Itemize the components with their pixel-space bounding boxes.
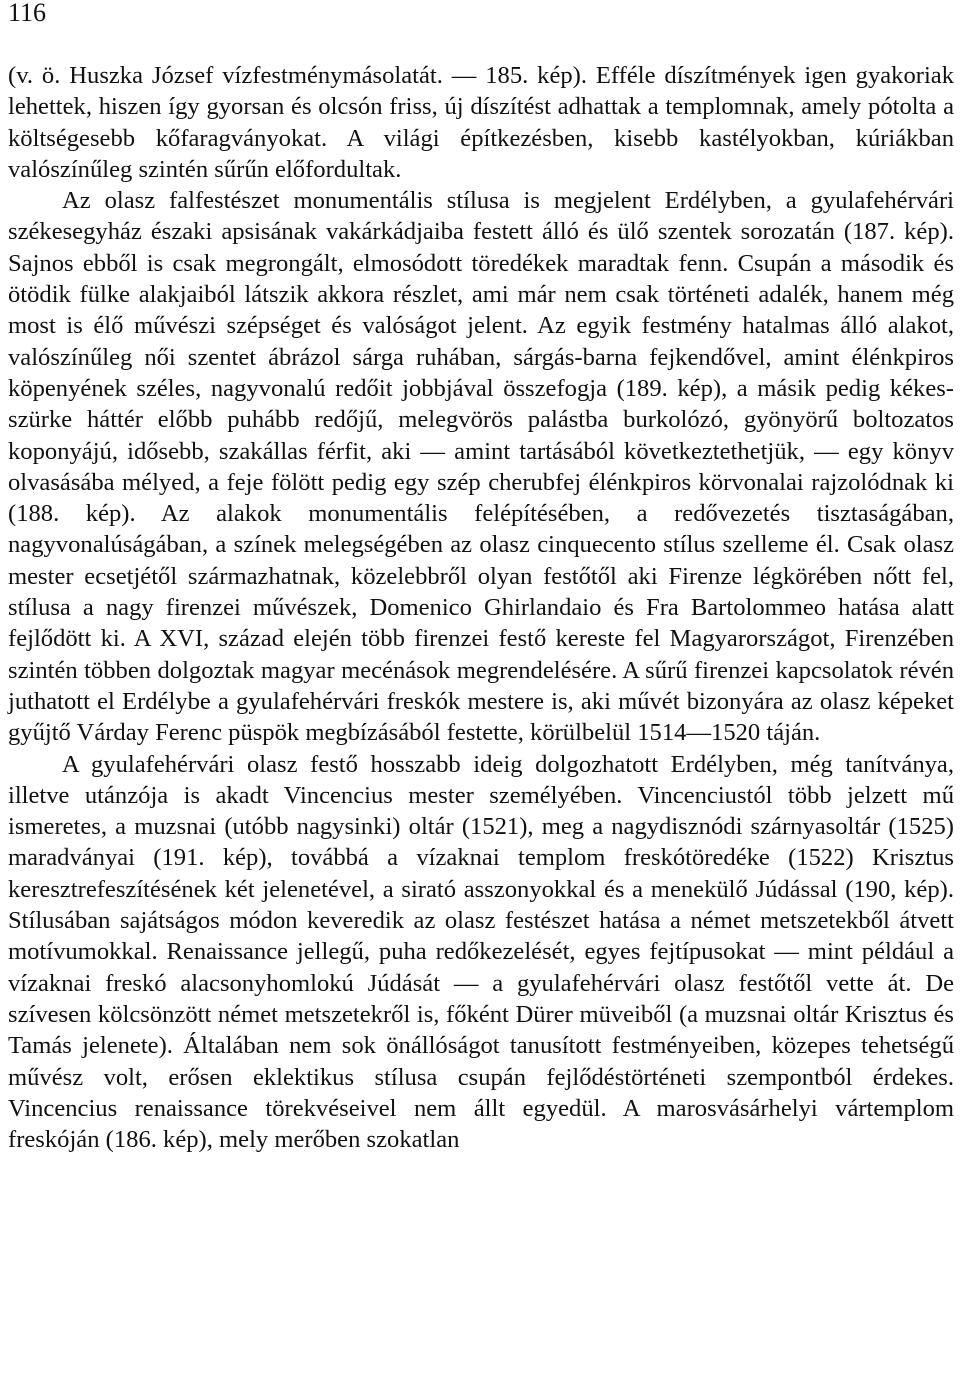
paragraph-1: (v. ö. Huszka József vízfestménymásolatát. — 185. kép). Efféle díszítmények igen gyakoriak lehettek, hiszen így gyorsan és olcsón friss, új díszítést adhattak a templomnak, amely pótolta a költségesebb kőfaragványokat. A világi építkezésben, kisebb kastélyokban, kúriákban valószínűleg szintén sűrűn előfordultak.: [8, 62, 954, 183]
paragraph-3: A gyulafehérvári olasz festő hosszabb ideig dolgozhatott Erdélyben, még tanítványa, illetve utánzója is akadt Vincencius mester személyében. Vincenciustól több jelzett mű ismeretes, a muzsnai (utóbb nagysinki) oltár (1521), meg a nagydisznódi szárnyasoltár (1525) maradványai (191. kép), továbbá a vízaknai templom freskótöredéke (1522) Krisztus keresztrefeszítésének két jelenetével, a sirató asszonyokkal és a menekülő Júdással (190, kép). Stílusában sajátságos módon keveredik az olasz festészet hatása a német metszetekből átvett motívumokkal. Renaissance jellegű, puha redőkezelését, egyes fejtípusokat — mint például a vízaknai freskó alacsonyhomlokú Júdását — a gyulafehérvári olasz festőtől vette át. De szívesen kölcsönzött német metszetekről is, főként Dürer müveiből (a muzsnai oltár Krisztus és Tamás jelenete). Általában nem sok önállóságot tanusított festményeiben, közepes tehetségű művész volt, erősen eklektikus stílusa csupán fejlődéstörténeti szempontból érdekes. Vincencius renaissance törekvéseivel nem állt egyedül. A marosvásárhelyi vártemplom freskóján (186. kép), mely merőben szokatlan: [8, 750, 954, 1154]
body-text: [8, 60, 954, 1155]
paragraph-2: Az olasz falfestészet monumentális stílusa is megjelent Erdélyben, a gyulafehérvári székesegyház északi apsisának vakárkádjaiba festett álló és ülő szentek sorozatán (187. kép). Sajnos ebből is csak megrongált, elmosódott töredékek maradtak fenn. Csupán a második és ötödik fülke alakjaiból látszik akkora részlet, ami már nem csak történeti adalék, hanem még most is élő művészi szépséget és valóságot jelent. Az egyik festmény hatalmas álló alakot, valószínűleg női szentet ábrázol sárga ruhában, sárgás-barna fejkendővel, amint élénkpiros köpenyének széles, nagyvonalú redőit jobbjával összefogja (189. kép), a másik pedig kékes-szürke háttér előbb puhább redőjű, melegvörös palástba burkolózó, gyönyörű boltozatos koponyájú, idősebb, szakállas férfit, aki — amint tartásából következtethetjük, — egy könyv olvasásába mélyed, a feje fölött pedig egy szép cherubfej élénkpiros körvonalai rajzolódnak ki (188. kép). Az alakok monumentális felépítésében, a redővezetés tisztaságában, nagyvonalúságában, a színek melegségében az olasz cinquecento stílus szelleme él. Csak olasz mester ecsetjétől származhatnak, közelebbről olyan festőtől aki Firenze légkörében nőtt fel, stílusa a nagy firenzei művészek, Domenico Ghirlandaio és Fra Bartolommeo hatása alatt fejlődött ki. A XVI, század elején több firenzei festő kereste fel Magyarországot, Firenzében szintén többen dolgoztak magyar mecénások megrendelésére. A sűrű firenzei kapcsolatok révén juthatott el Erdélybe a gyulafehérvári freskók mestere is, aki művét bizonyára az olasz képeket gyűjtő Várday Ferenc püspök megbízásából festette, körülbelül 1514—1520 táján.: [8, 187, 954, 747]
page-number: 116: [8, 0, 47, 27]
